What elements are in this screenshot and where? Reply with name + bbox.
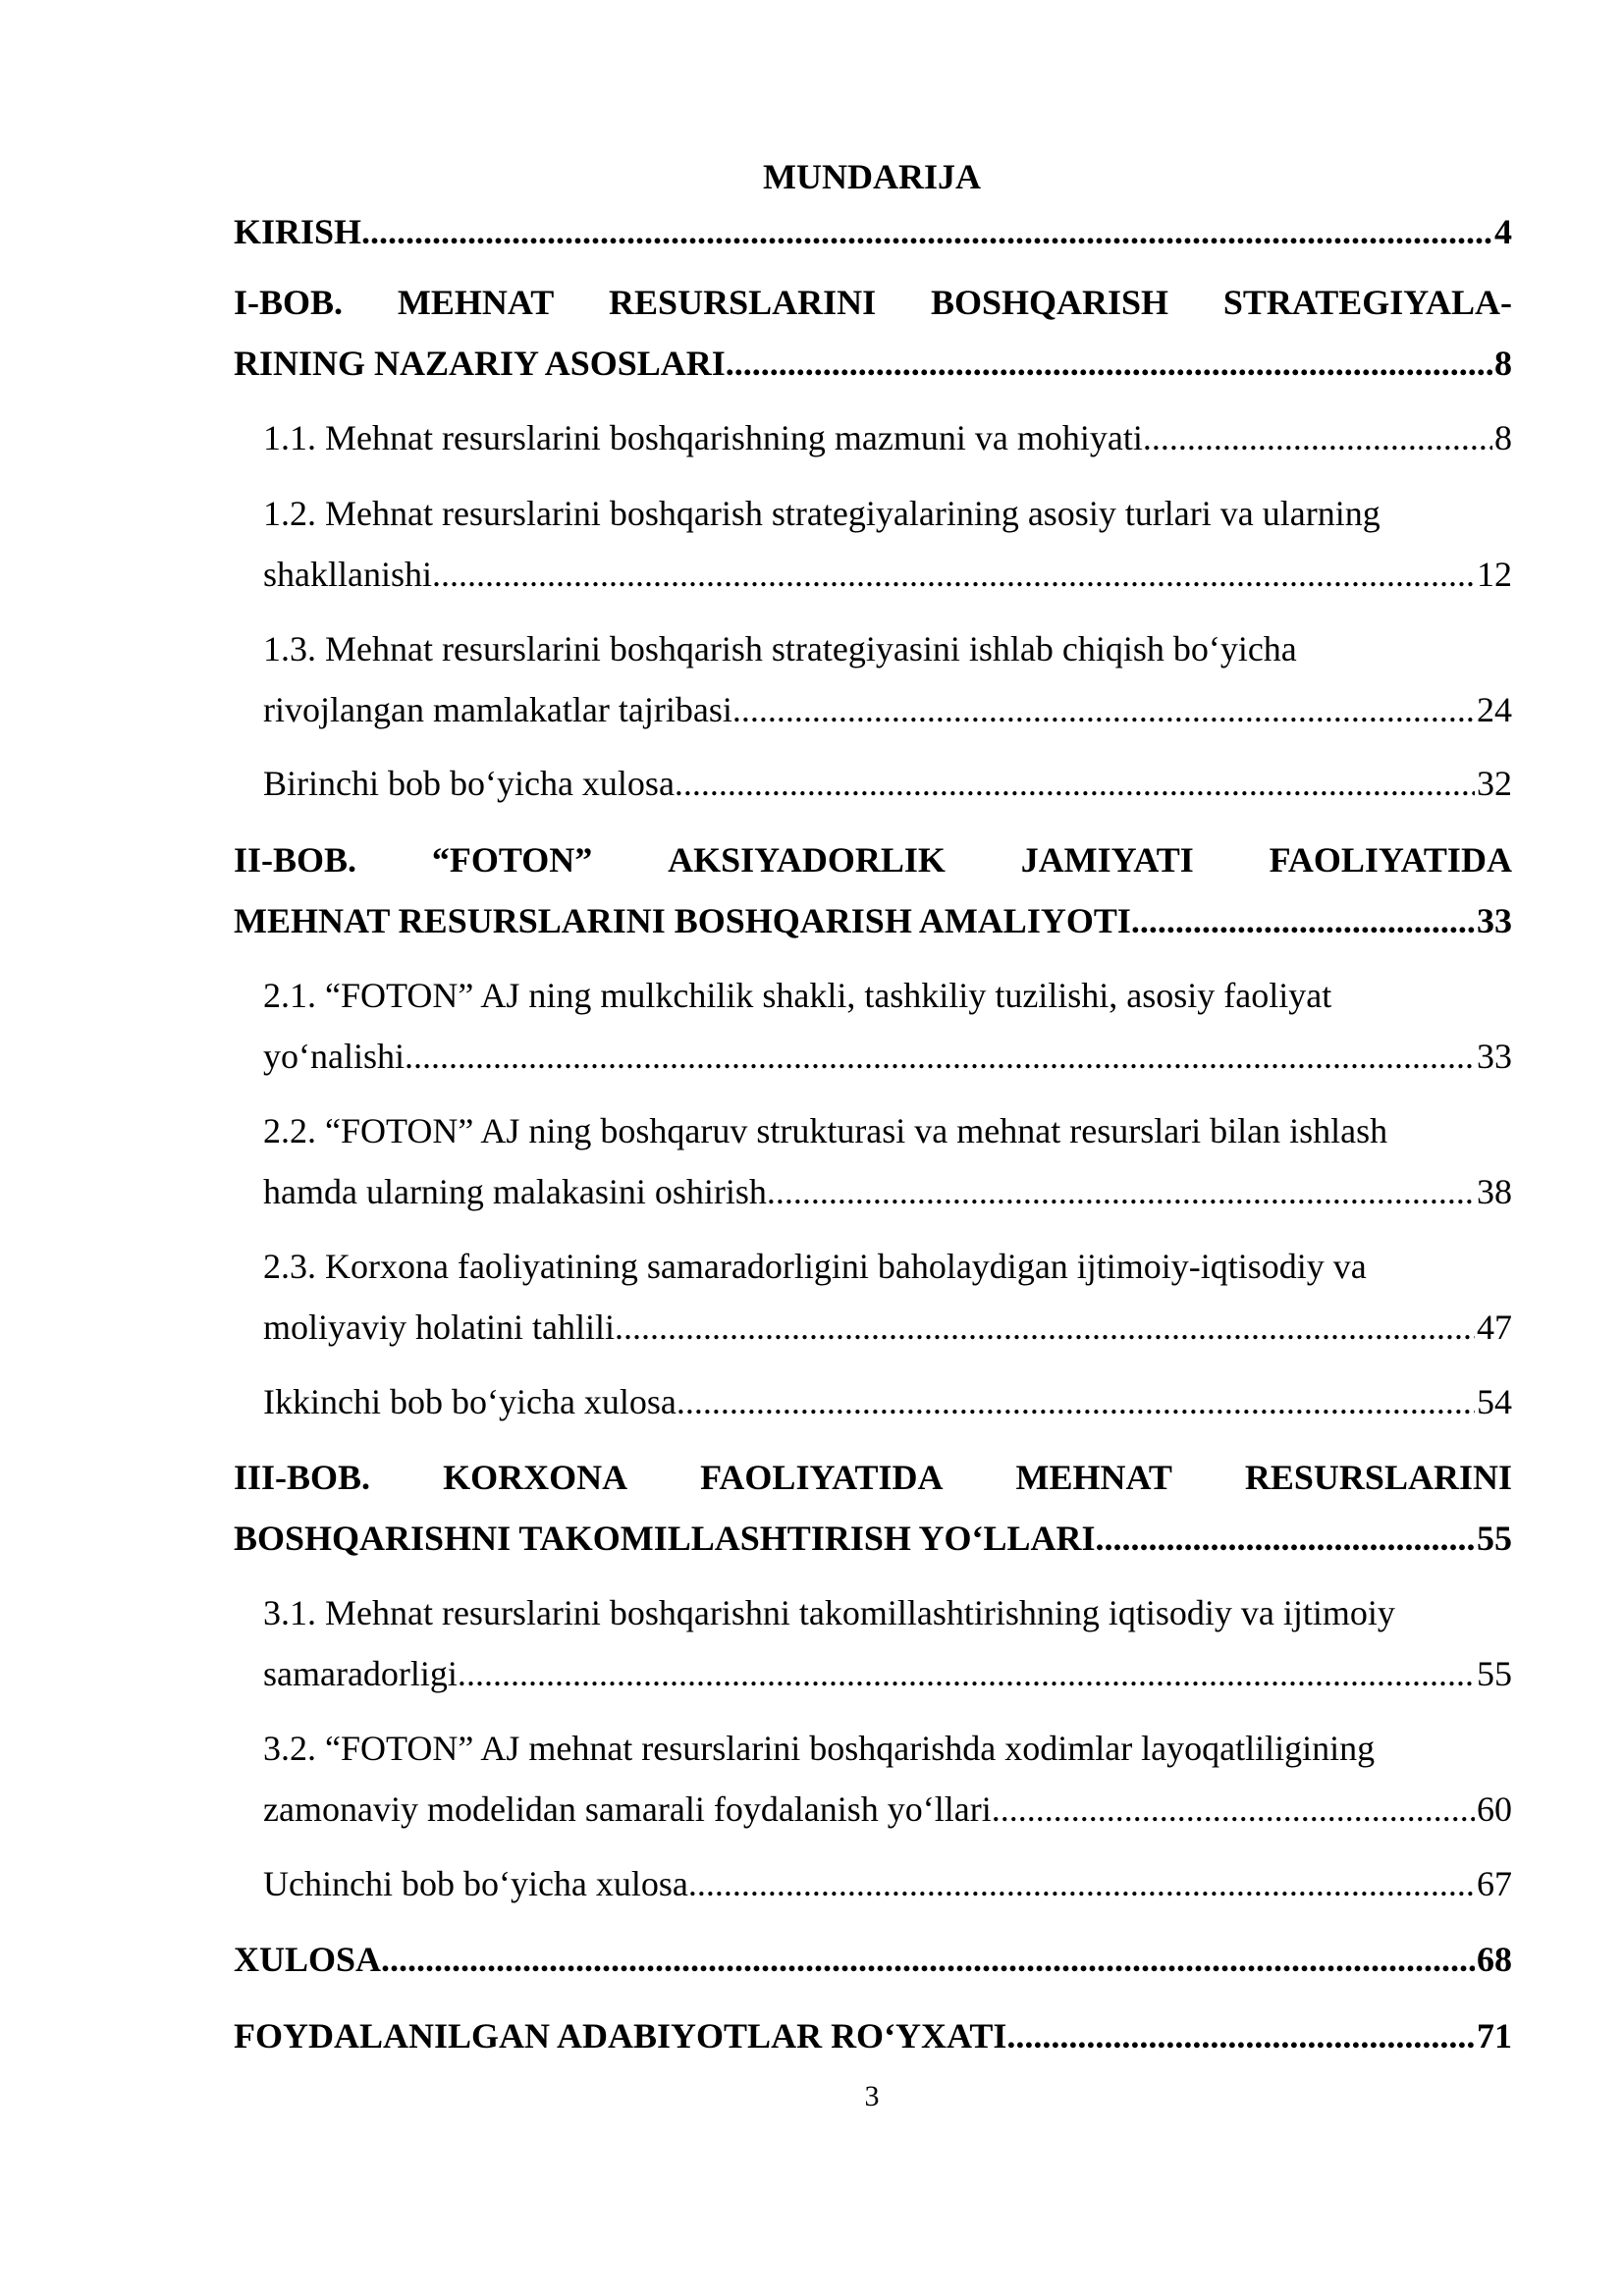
- toc-entry-text: 1.1. Mehnat resurslarini boshqarishning mazmuni va mohiyati: [263, 418, 1143, 457]
- toc-entry-text: RINING NAZARIY ASOSLARI: [234, 344, 726, 383]
- toc-entry-kirish[interactable]: [234, 201, 1512, 262]
- toc-entry-section-1-3[interactable]: [263, 618, 1512, 740]
- toc-entry-text: rivojlangan mamlakatlar tajribasi.: [263, 690, 741, 729]
- heading-word: STRATEGIYALA-: [1222, 283, 1512, 322]
- heading-word: II-BOB.: [234, 840, 357, 880]
- toc-entry-text: KIRISH: [234, 212, 362, 251]
- toc-entry-text: 2.1. “FOTON” AJ ning mulkchilik shakli, tashkiliy tuzilishi, asosiy faoliyat: [263, 976, 1332, 1015]
- toc-entry-section-3-1[interactable]: [263, 1582, 1512, 1704]
- toc-page-number: 67: [1477, 1864, 1512, 1903]
- toc-page-number: 71: [1477, 2016, 1512, 2056]
- toc-entry-section-2-2[interactable]: [263, 1100, 1512, 1222]
- toc-entry-chapter-2-summary[interactable]: [263, 1371, 1512, 1432]
- toc-entry-text: XULOSA: [234, 1940, 382, 1979]
- dot-leader: [1006, 2005, 1475, 2066]
- toc-entry-text: 1.3. Mehnat resurslarini boshqarish strategiyasini ishlab chiqish bo‘yicha: [263, 629, 1297, 668]
- toc-entry-chapter-1-summary[interactable]: [263, 753, 1512, 814]
- heading-word: FAOLIYATIDA: [1269, 840, 1512, 880]
- chapter-heading-line-1: [234, 829, 1512, 890]
- toc-page-number: 8: [1494, 344, 1512, 383]
- toc-page-number: 55: [1477, 1519, 1512, 1558]
- toc-entry-text: samaradorligi.: [263, 1654, 466, 1693]
- heading-word: MEHNAT: [1015, 1458, 1172, 1497]
- toc-entry-text: 3.2. “FOTON” AJ mehnat resurslarini boshqarishda xodimlar layoqatliligining: [263, 1729, 1376, 1768]
- toc-page-number: 47: [1477, 1308, 1512, 1347]
- toc-entry-text: shakllanishi: [263, 555, 432, 594]
- toc-page-number: 4: [1494, 212, 1512, 251]
- heading-word: FAOLIYATIDA: [700, 1458, 944, 1497]
- toc-entry-section-1-2[interactable]: [263, 483, 1512, 605]
- page-number: 3: [864, 2080, 880, 2112]
- dot-leader: [675, 753, 1475, 814]
- dot-leader: [1143, 407, 1492, 468]
- toc-entry-section-1-1[interactable]: [263, 407, 1512, 468]
- toc-page-number: 12: [1477, 555, 1512, 594]
- toc-entry-text: zamonaviy modelidan samarali foydalanish yo‘llari.: [263, 1789, 1001, 1829]
- heading-word: MEHNAT: [397, 283, 555, 322]
- toc-entry-section-3-2[interactable]: [263, 1718, 1512, 1840]
- toc-page-number: 33: [1477, 901, 1512, 940]
- toc-page-number: 68: [1477, 1940, 1512, 1979]
- chapter-heading-line-1: [234, 272, 1512, 333]
- heading-word: “FOTON”: [431, 840, 593, 880]
- toc-entry-bibliography[interactable]: [234, 2005, 1512, 2066]
- toc-page-number: 60: [1477, 1789, 1512, 1829]
- dot-leader: [432, 544, 1475, 605]
- toc-page-number: 8: [1494, 418, 1512, 457]
- dot-leader: [381, 1929, 1475, 1990]
- dot-leader: [361, 201, 1492, 262]
- heading-word: JAMIYATI: [1020, 840, 1194, 880]
- toc-page-number: 54: [1477, 1382, 1512, 1421]
- dot-leader: [1001, 1779, 1475, 1840]
- dot-leader: [776, 1161, 1475, 1222]
- toc-page-number: 38: [1477, 1172, 1512, 1211]
- toc-entry-chapter-3-summary[interactable]: [263, 1853, 1512, 1914]
- toc-page-number: 33: [1477, 1037, 1512, 1076]
- toc-entry-text: moliyaviy holatini tahlili: [263, 1308, 615, 1347]
- dot-leader: [1105, 1508, 1475, 1569]
- dot-leader: [741, 679, 1475, 740]
- toc-entry-text: FOYDALANILGAN ADABIYOTLAR RO‘YXATI: [234, 2016, 1007, 2056]
- dot-leader: [677, 1371, 1475, 1432]
- dot-leader: [615, 1297, 1475, 1358]
- chapter-heading-line-1: [234, 1447, 1512, 1508]
- heading-word: RESURSLARINI: [1244, 1458, 1512, 1497]
- toc-page-number: 32: [1477, 764, 1512, 803]
- toc-title: MUNDARIJA: [763, 157, 981, 196]
- toc-entry-text: 1.2. Mehnat resurslarini boshqarish strategiyalarining asosiy turlari va ularning: [263, 494, 1380, 533]
- dot-leader: [1131, 890, 1475, 951]
- toc-entry-text: yo‘nalishi: [263, 1037, 405, 1076]
- toc-entry-text: 3.1. Mehnat resurslarini boshqarishni takomillashtirishning iqtisodiy va ijtimoiy: [263, 1593, 1395, 1632]
- dot-leader: [405, 1026, 1475, 1087]
- dot-leader: [466, 1643, 1475, 1704]
- toc-entry-chapter-1[interactable]: [234, 272, 1512, 394]
- toc-entry-xulosa[interactable]: [234, 1929, 1512, 1990]
- toc-entry-chapter-3[interactable]: [234, 1447, 1512, 1569]
- heading-word: RESURSLARINI: [609, 283, 877, 322]
- toc-entry-text: 2.2. “FOTON” AJ ning boshqaruv strukturasi va mehnat resurslari bilan ishlash: [263, 1111, 1388, 1150]
- dot-leader: [688, 1853, 1475, 1914]
- heading-word: I-BOB.: [234, 283, 344, 322]
- heading-word: KORXONA: [443, 1458, 628, 1497]
- toc-page-number: 55: [1477, 1654, 1512, 1693]
- toc-entry-text: 2.3. Korxona faoliyatining samaradorligini baholaydigan ijtimoiy-iqtisodiy va: [263, 1247, 1367, 1286]
- toc-entry-text: MEHNAT RESURSLARINI BOSHQARISH AMALIYOTI: [234, 901, 1131, 940]
- toc-entry-section-2-3[interactable]: [263, 1236, 1512, 1358]
- toc-entry-text: Uchinchi bob bo‘yicha xulosa: [263, 1864, 688, 1903]
- toc-entry-chapter-2[interactable]: [234, 829, 1512, 951]
- toc-page-number: 24: [1477, 690, 1512, 729]
- toc-entry-text: Birinchi bob bo‘yicha xulosa: [263, 764, 675, 803]
- heading-word: III-BOB.: [234, 1458, 371, 1497]
- toc-entry-text: BOSHQARISHNI TAKOMILLASHTIRISH YO‘LLARI.: [234, 1519, 1105, 1558]
- heading-word: BOSHQARISH: [930, 283, 1169, 322]
- heading-word: AKSIYADORLIK: [668, 840, 946, 880]
- toc-entry-text: hamda ularning malakasini oshirish.: [263, 1172, 776, 1211]
- dot-leader: [726, 333, 1492, 394]
- toc-entry-text: Ikkinchi bob bo‘yicha xulosa: [263, 1382, 677, 1421]
- toc-entry-section-2-1[interactable]: [263, 965, 1512, 1087]
